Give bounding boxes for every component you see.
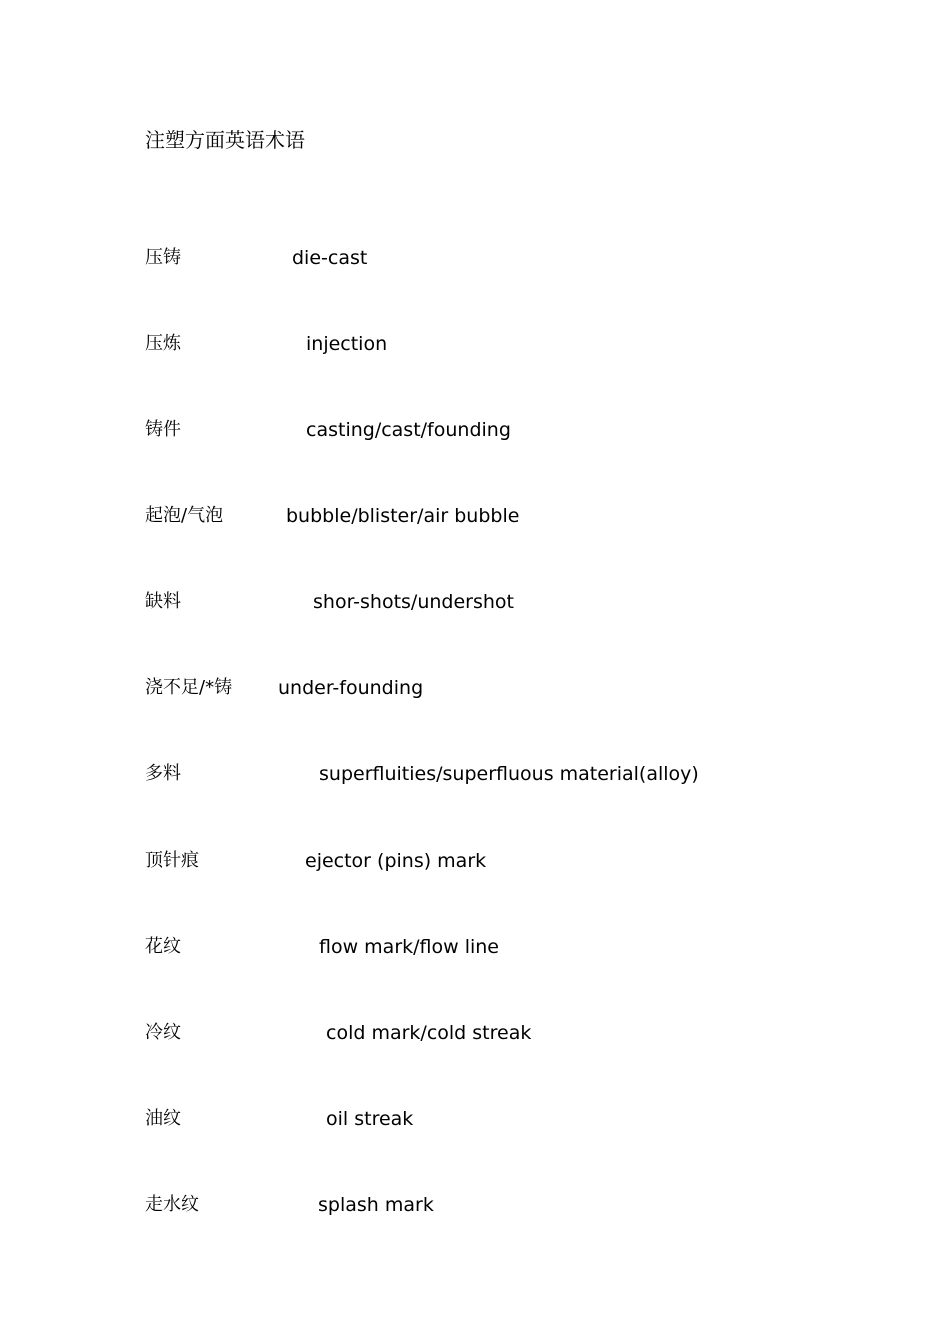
term-english: bubble/blister/air bubble [286,505,520,527]
term-chinese: 铸件 [145,419,181,440]
term-row [0,1190,950,1220]
term-english: flow mark/flow line [319,936,499,958]
term-chinese: 压铸 [145,247,181,268]
term-english: oil streak [326,1108,414,1130]
term-english: casting/cast/founding [306,419,511,441]
term-chinese: 花纹 [145,936,181,957]
term-english: die-cast [292,247,368,269]
term-row [0,329,950,359]
term-chinese: 走水纹 [145,1194,199,1215]
term-chinese: 冷纹 [145,1022,181,1043]
term-row [0,587,950,617]
term-row [0,673,950,703]
term-row [0,501,950,531]
term-chinese: 起泡/气泡 [145,505,224,526]
term-english: ejector (pins) mark [305,850,487,872]
term-english: cold mark/cold streak [326,1022,532,1044]
term-chinese: 顶针痕 [145,850,199,871]
term-english: injection [306,333,388,355]
term-row [0,932,950,962]
term-english: under-founding [278,677,424,699]
term-row [0,1104,950,1134]
term-english: splash mark [318,1194,434,1216]
term-chinese: 压炼 [145,333,181,354]
document-title: 注塑方面英语术语 [145,128,305,152]
term-chinese: 多料 [145,763,181,784]
term-english: superfluities/superfluous material(alloy) [319,763,699,785]
term-chinese: 浇不足/*铸 [145,677,233,698]
term-chinese: 缺料 [145,591,181,612]
term-row [0,759,950,789]
term-row [0,243,950,273]
term-chinese: 油纹 [145,1108,181,1129]
term-row [0,846,950,876]
term-english: shor-shots/undershot [313,591,514,613]
term-row [0,415,950,445]
term-row [0,1018,950,1048]
